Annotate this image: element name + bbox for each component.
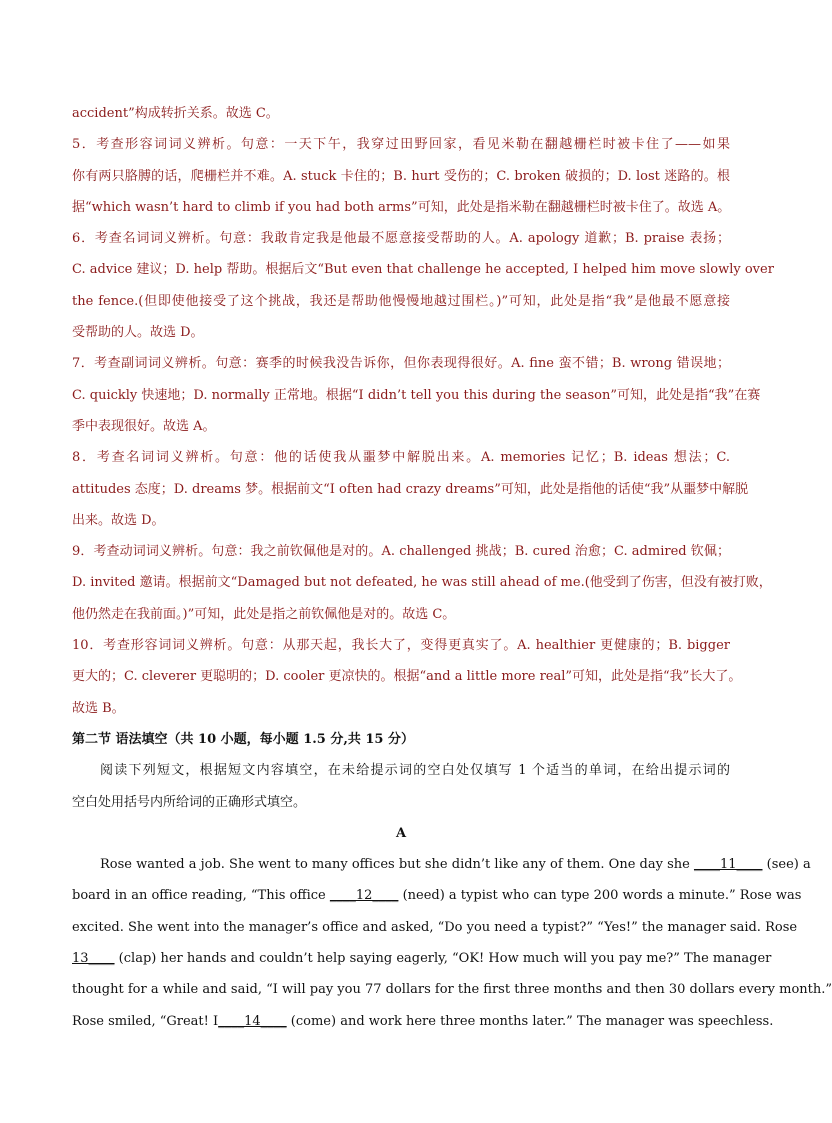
answer-line: 更大的；C. cleverer 更聪明的；D. cooler 更凉快的。根据“and a little more real”可知，此处是指“我”长大了。 (72, 669, 742, 685)
answer-line: 8．考查名词词义辨析。句意：他的话使我从噩梦中解脱出来。A. memories 记忆；B. ideas 想法；C. (72, 450, 730, 466)
answer-line: 他仍然走在我前面。)”可知，此处是指之前钦佩他是对的。故选 C。 (72, 606, 456, 622)
passage-line: excited. She went into the manager’s office and asked, “Do you need a typist?” “Yes!” the manager said. Rose (72, 919, 798, 935)
answer-line: accident”构成转折关系。故选 C。 (72, 106, 279, 121)
passage-line (72, 880, 802, 911)
passage-text: (clap) her hands and couldn’t help saying eagerly, “OK! How much will you pay me?” The manager (114, 951, 772, 967)
answer-line: 据“which wasn’t hard to climb if you had both arms”可知，此处是指米勒在翻越栅栏时被卡住了。故选 A。 (72, 199, 731, 215)
answer-line: attitudes 态度；D. dreams 梦。根据前文“I often had crazy dreams”可知，此处是指他的话使“我”从噩梦中解脱 (72, 481, 749, 497)
passage-line: thought for a while and said, “I will pay you 77 dollars for the first three months and then 30 dollars every month.” (72, 982, 832, 998)
answer-line: 9．考查动词词义辨析。句意：我之前钦佩他是对的。A. challenged 挑战；B. cured 治愈；C. admired 钦佩； (72, 544, 730, 560)
passage-text: (see) a (762, 857, 811, 873)
instruction-line: 空白处用括号内所给词的正确形式填空。 (72, 794, 307, 810)
blank-11[interactable]: ____11____ (693, 857, 763, 873)
passage-text: Rose wanted a job. She went to many offices but she didn’t like any of them. One day she (100, 857, 694, 873)
blank-14[interactable]: ____14____ (218, 1013, 287, 1029)
instruction-line: 阅读下列短文，根据短文内容填空，在未给提示词的空白处仅填写 1 个适当的单词，在给出提示词的 (100, 763, 730, 779)
passage-line (72, 1006, 774, 1037)
answer-line: 7．考查副词词义辨析。句意：赛季的时候我没告诉你，但你表现得很好。A. fine 蛮不错；B. wrong 错误地； (72, 356, 730, 372)
answer-line: 6．考查名词词义辨析。句意：我敢肯定我是他最不愿意接受帮助的人。A. apology 道歉；B. praise 表扬； (72, 231, 730, 247)
passage-text: board in an office reading, “This office (72, 888, 330, 904)
answer-line: the fence.(但即使他接受了这个挑战，我还是帮助他慢慢地越过围栏。)”可知，此处是指“我”是他最不愿意接 (72, 293, 730, 309)
answer-line: 你有两只胳膊的话，爬栅栏并不难。A. stuck 卡住的；B. hurt 受伤的；C. broken 破损的；D. lost 迷路的。根 (72, 168, 730, 184)
passage-line (72, 849, 811, 880)
passage-line (72, 943, 772, 974)
answer-line: 受帮助的人。故选 D。 (72, 325, 204, 341)
passage-title: A (395, 825, 407, 841)
answer-line: 10．考查形容词词义辨析。句意：从那天起，我长大了，变得更真实了。A. healthier 更健康的；B. bigger (72, 638, 730, 654)
answer-line: 出来。故选 D。 (72, 512, 165, 528)
passage-text: Rose smiled, “Great! I (72, 1013, 219, 1029)
passage-text: (come) and work here three months later.” The manager was speechless. (286, 1013, 774, 1029)
passage-text: (need) a typist who can type 200 words a minute.” Rose was (398, 888, 802, 904)
blank-12[interactable]: ____12____ (329, 888, 399, 904)
answer-line: C. advice 建议；D. help 帮助。根据后文“But even that challenge he accepted, I helped him move slowly over (72, 262, 774, 278)
answer-line: D. invited 邀请。根据前文“Damaged but not defeated, he was still ahead of me.(他受到了伤害，但没有被打败， (72, 575, 772, 591)
answer-line: 5．考查形容词词义辨析。句意：一天下午，我穿过田野回家，看见米勒在翻越栅栏时被卡住了——如果 (72, 137, 730, 153)
blank-13[interactable]: 13____ (72, 951, 115, 967)
document-content (72, 98, 832, 1037)
answer-line: 故选 B。 (72, 700, 125, 716)
answer-line: C. quickly 快速地；D. normally 正常地。根据“I didn’t tell you this during the season”可知，此处是指“我”在赛 (72, 387, 761, 403)
answer-line: 季中表现很好。故选 A。 (72, 418, 216, 434)
section-heading: 第二节 语法填空（共 10 小题，每小题 1.5 分,共 15 分） (72, 731, 415, 747)
